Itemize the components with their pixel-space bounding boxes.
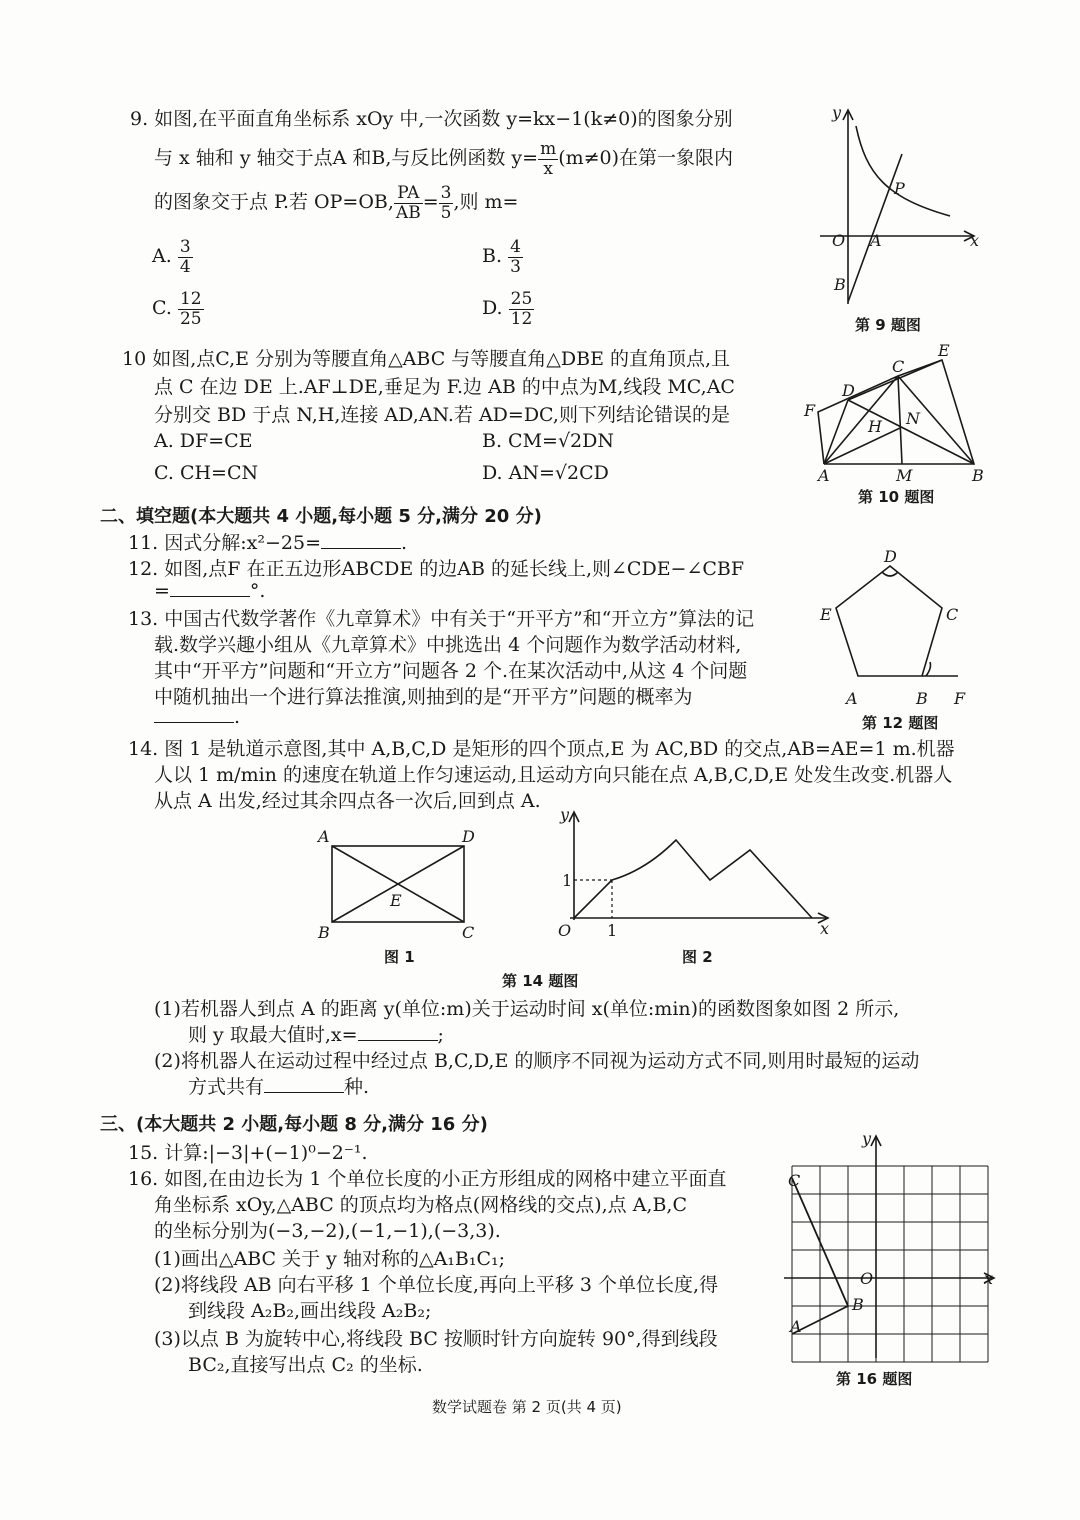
q13-line2: 载.数学兴趣小组从《九章算术》中挑选出 4 个问题作为数学活动材料, [154,634,742,656]
q9-line3 [154,184,518,222]
q16-sub1: (1)画出△ABC 关于 y 轴对称的△A₁B₁C₁; [154,1248,506,1270]
q10-label-e: E [938,341,950,360]
q16-label-a: A [790,1317,802,1336]
q9-option-b[interactable]: B. $\frac{4}{3}$ [482,237,521,277]
q10-label-d: D [842,381,855,400]
q14-sub1-answer-blank[interactable] [358,1024,438,1041]
q12-answer-blank[interactable] [170,580,250,597]
q10-line3: 分别交 BD 于点 N,H,连接 AD,AN.若 AD=DC,则下列结论错误的是 [154,404,730,426]
q16-sub2b: 到线段 A₂B₂,画出线段 A₂B₂; [188,1300,432,1322]
q14-fig2-curve [574,840,812,918]
q12-angle-d [882,572,898,576]
q12-caption: 第 12 题图 [862,714,939,732]
q16-grid-lines [792,1166,988,1362]
q10-line-mc [898,376,902,464]
q16-line3: 的坐标分别为(−3,−2),(−1,−1),(−3,3). [154,1220,501,1242]
q14-caption: 第 14 题图 [502,972,579,990]
q10-caption: 第 10 题图 [858,488,935,506]
q16-caption: 第 16 题图 [836,1370,913,1388]
q13-line3: 其中“开平方”问题和“开立方”问题各 2 个.在某次活动中,从这 4 个问题 [154,660,748,682]
q9-line3a: 的图象交于点 P.若 OP=OB, [154,191,394,214]
q9-option-d[interactable]: D. $\frac{25}{12}$ [482,289,533,329]
q14-fig1-label-e: E [390,891,402,910]
q10-label-a: A [818,466,830,485]
page-footer: 数学试题卷 第 2 页(共 4 页) [432,1398,622,1416]
q13-answer: . [154,706,240,728]
q16-label-y: y [862,1129,872,1148]
q9-label-y: y [832,103,842,122]
q9-ratio-value: $\frac{3}{5}$ [440,183,452,223]
q9-line2b: (m≠0)在第一象限内 [558,147,734,170]
q13-line1: 13. 中国古代数学著作《九章算术》中有关于“开平方”和“开立方”算法的记 [128,608,755,630]
q10-label-c: C [892,357,905,376]
q14-fig1-label-a: A [318,827,330,846]
q12-label-a: A [846,689,858,708]
q14-fig2-label-y: y [560,805,570,824]
q16-line1: 16. 如图,在由边长为 1 个单位长度的小正方形组成的网格中建立平面直 [128,1168,727,1190]
q9-label-b: B [834,275,846,294]
q12-line1: 12. 如图,点F 在正五边形ABCDE 的边AB 的延长线上,则∠CDE−∠CBF [128,558,745,580]
q9-label-o: O [832,231,846,250]
q14-line1: 14. 图 1 是轨道示意图,其中 A,B,C,D 是矩形的四个顶点,E 为 AC,BD 的交点,AB=AE=1 m.机器 [128,738,955,760]
q16-label-o: O [860,1269,874,1288]
q10-option-b[interactable]: B. CM=√2DN [482,430,615,452]
q14-fig1-label-b: B [318,923,330,942]
q12-label-c: C [946,605,959,624]
q9-ratio: $\frac{PA}{AB}$ [395,183,421,223]
q9-label-a: A [870,231,882,250]
section-3-heading: 三、(本大题共 2 小题,每小题 8 分,满分 16 分) [100,1114,488,1135]
q11: 11. 因式分解:x²−25= . [128,532,408,554]
q14-line3: 从点 A 出发,经过其余四点各一次后,回到点 A. [154,790,541,812]
q11-answer-blank[interactable] [321,532,401,549]
q14-fig1-label-c: C [462,923,475,942]
q12-line2: = °. [154,580,266,602]
q9-label-x: x [970,231,980,250]
q10-line1: 10 如图,点C,E 分别为等腰直角△ABC 与等腰直角△DBE 的直角顶点,且 [122,348,731,370]
q16-grid-figure [776,1130,1006,1362]
q10-option-a[interactable]: A. DF=CE [154,430,253,452]
q10-label-f: F [804,401,816,420]
q14-sub2-answer-blank[interactable] [264,1076,344,1093]
q16-label-c: C [788,1171,801,1190]
q10-label-h: H [868,417,882,436]
q9-line [848,154,902,302]
q9-label-p: P [894,179,905,198]
q16-sub2a: (2)将线段 AB 向右平移 1 个单位长度,再向上平移 3 个单位长度,得 [154,1274,719,1296]
q9-line1: 9. 如图,在平面直角坐标系 xOy 中,一次函数 y=kx−1(k≠0)的图象分别 [130,108,733,130]
q16-line2: 角坐标系 xOy,△ABC 的顶点均为格点(网格线的交点),点 A,B,C [154,1194,688,1216]
q9-line3c: ,则 m= [453,191,519,214]
q12-angle-b [926,662,931,676]
q14-fig2-label-o: O [558,921,572,940]
q9-frac-mx: $\frac{m}{x}$ [540,139,557,179]
q14-sub1b: 则 y 取最大值时,x= ; [188,1024,444,1046]
q12-label-e: E [820,605,832,624]
q10-figure [802,341,992,485]
section-2-heading: 二、填空题(本大题共 4 小题,每小题 5 分,满分 20 分) [100,506,542,527]
q15: 15. 计算:|−3|+(−1)⁰−2⁻¹. [128,1142,368,1164]
q14-fig1-label-d: D [462,827,475,846]
q10-label-b: B [972,466,984,485]
q14-line2: 人以 1 m/min 的速度在轨道上作匀速运动,且运动方向只能在点 A,B,C,D,E 处发生改变.机器人 [154,764,953,786]
q10-label-m: M [896,466,913,485]
q9-figure [810,104,980,309]
q9-line2a: 与 x 轴和 y 轴交于点A 和B,与反比例函数 y= [154,147,539,170]
q16-sub3a: (3)以点 B 为旋转中心,将线段 BC 按顺时针方向旋转 90°,得到线段 [154,1328,718,1350]
q12-pentagon [836,566,942,676]
q12-figure [816,548,976,713]
q14-sub2a: (2)将机器人在运动过程中经过点 B,C,D,E 的顺序不同视为运动方式不同,则用时最短的运动 [154,1050,920,1072]
q14-fig1-caption: 图 1 [384,948,415,966]
q10-option-d[interactable]: D. AN=√2CD [482,462,609,484]
q14-figure-2 [550,806,840,942]
q13-answer-blank[interactable] [154,706,234,723]
q14-fig2-tick-x1: 1 [607,921,618,940]
q13-line4: 中随机抽出一个进行算法推演,则抽到的是“开平方”问题的概率为 [154,686,693,708]
q9-eq: = [422,191,439,214]
q9-caption: 第 9 题图 [855,316,921,334]
q12-label-b: B [916,689,928,708]
q10-line2: 点 C 在边 DE 上.AF⊥DE,垂足为 F.边 AB 的中点为M,线段 MC,AC [154,376,735,398]
q16-label-x: x [984,1269,994,1288]
q9-option-c[interactable]: C. $\frac{12}{25}$ [152,289,202,329]
q12-label-f: F [954,689,966,708]
q9-line2 [154,140,733,178]
q14-fig2-caption: 图 2 [682,948,713,966]
q14-figure-1 [316,826,486,942]
q10-option-c[interactable]: C. CH=CN [154,462,259,484]
q9-option-a[interactable]: A. $\frac{3}{4}$ [152,237,191,277]
q12-label-d: D [884,547,897,566]
q10-label-n: N [906,409,920,428]
q14-fig2-label-x: x [820,919,830,938]
q14-sub2b: 方式共有 种. [188,1076,370,1098]
q14-sub1a: (1)若机器人到点 A 的距离 y(单位:m)关于运动时间 x(单位:min)的函数图象如图 2 所示, [154,998,900,1020]
q16-label-b: B [852,1295,864,1314]
q16-sub3b: BC₂,直接写出点 C₂ 的坐标. [188,1354,423,1376]
q14-fig2-tick-y1: 1 [562,871,573,890]
q9-hyperbola [856,126,950,216]
